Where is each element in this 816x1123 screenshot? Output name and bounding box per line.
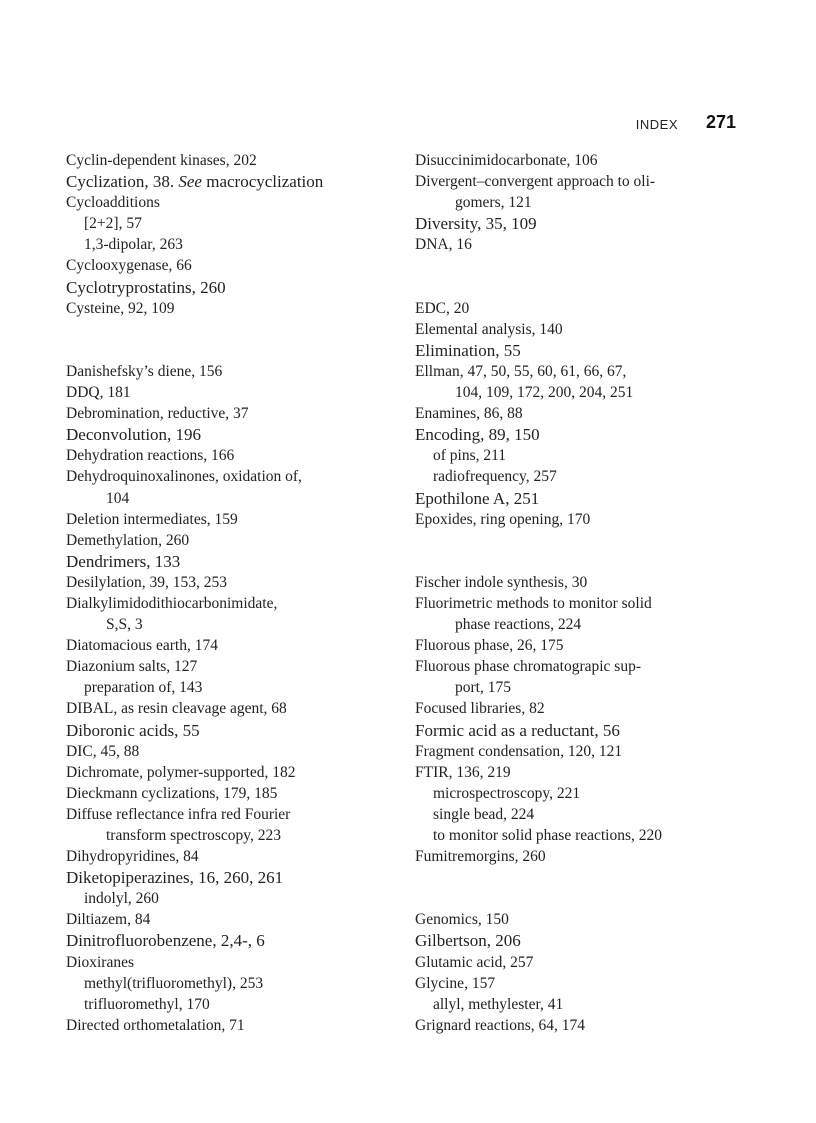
index-entry-continuation: 104, 109, 172, 200, 204, 251 xyxy=(455,384,634,402)
index-entry: Danishefsky’s diene, 156 xyxy=(66,362,223,380)
index-spacer xyxy=(415,277,755,298)
index-entry-continuation: phase reactions, 224 xyxy=(455,616,582,634)
index-entry: Fischer indole synthesis, 30 xyxy=(415,573,588,591)
index-entry: DIC, 45, 88 xyxy=(66,742,140,760)
index-entry: Dinitrofluorobenzene, 2,4-, 6 xyxy=(66,931,265,951)
index-entry: Cyclotryprostatins, 260 xyxy=(66,277,226,297)
index-subentry: of pins, 211 xyxy=(433,447,507,465)
index-entry: Diketopiperazines, 16, 260, 261 xyxy=(66,868,284,888)
index-entry: Enamines, 86, 88 xyxy=(415,405,523,423)
index-entry-continuation: 104 xyxy=(106,489,130,507)
index-entry: Diazonium salts, 127 xyxy=(66,658,198,676)
index-entry: Dieckmann cyclizations, 179, 185 xyxy=(66,784,278,802)
index-entry: Deletion intermediates, 159 xyxy=(66,510,238,528)
index-entry: Dendrimers, 133 xyxy=(66,551,181,571)
index-entry-continuation: gomers, 121 xyxy=(455,194,532,212)
index-entry: Diatomacious earth, 174 xyxy=(66,637,218,655)
index-entry-continuation: S,S, 3 xyxy=(106,616,143,634)
index-entry: Genomics, 150 xyxy=(415,911,509,929)
index-entry: Formic acid as a reductant, 56 xyxy=(415,720,620,740)
index-entry: Debromination, reductive, 37 xyxy=(66,405,249,423)
index-entry: DNA, 16 xyxy=(415,236,472,254)
index-entry: Dichromate, polymer-supported, 182 xyxy=(66,763,296,781)
index-spacer xyxy=(415,530,755,551)
index-entry: FTIR, 136, 219 xyxy=(415,763,511,781)
index-entry: Diboronic acids, 55 xyxy=(66,720,200,740)
index-entry: Diffuse reflectance infra red Fourier xyxy=(66,805,291,823)
index-entry: DDQ, 181 xyxy=(66,384,131,402)
index-entry: Glutamic acid, 257 xyxy=(415,953,534,971)
index-entry: Cycloadditions xyxy=(66,194,160,212)
page-number: 271 xyxy=(705,112,736,132)
index-subentry: 1,3-dipolar, 263 xyxy=(84,236,183,254)
index-entry: Divergent–convergent approach to oli- xyxy=(415,173,656,191)
index-entry: Epothilone A, 251 xyxy=(415,488,540,508)
index-spacer xyxy=(415,551,755,572)
index-subentry: trifluoromethyl, 170 xyxy=(84,995,210,1013)
index-entry: Fragment condensation, 120, 121 xyxy=(415,742,623,760)
index-entry: Diltiazem, 84 xyxy=(66,911,151,929)
index-entry: Elemental analysis, 140 xyxy=(415,320,563,338)
entry-text: Cyclization, 38. xyxy=(66,172,179,192)
index-entry: EDC, 20 xyxy=(415,299,470,317)
index-entry: Demethylation, 260 xyxy=(66,531,190,549)
index-subentry: to monitor solid phase reactions, 220 xyxy=(433,827,663,844)
index-entry: Cyclooxygenase, 66 xyxy=(66,257,192,275)
running-header xyxy=(0,112,736,136)
index-subentry: allyl, methylester, 41 xyxy=(433,995,564,1013)
index-subentry: radiofrequency, 257 xyxy=(433,468,557,486)
index-column-right xyxy=(415,150,755,1036)
index-entry: Cysteine, 92, 109 xyxy=(66,299,175,317)
index-entry: Fluorous phase chromatograpic sup- xyxy=(415,658,641,676)
index-entry: Fumitremorgins, 260 xyxy=(415,848,546,866)
index-subentry: preparation of, 143 xyxy=(84,679,203,697)
index-entry: Ellman, 47, 50, 55, 60, 61, 66, 67, xyxy=(415,362,627,380)
index-entry: Elimination, 55 xyxy=(415,340,521,360)
index-entry: Cyclin-dependent kinases, 202 xyxy=(66,152,257,169)
index-subentry: microspectroscopy, 221 xyxy=(433,784,581,802)
index-entry: Dehydroquinoxalinones, oxidation of, xyxy=(66,468,302,486)
index-entry: Dehydration reactions, 166 xyxy=(66,447,235,465)
index-entry: Epoxides, ring opening, 170 xyxy=(415,510,591,528)
index-spacer xyxy=(66,319,396,340)
index-entry: Dialkylimidodithiocarbonimidate, xyxy=(66,594,278,612)
index-entry-continuation: port, 175 xyxy=(455,679,511,697)
index-spacer xyxy=(415,867,755,888)
index-entry: Deconvolution, 196 xyxy=(66,425,202,445)
index-entry: Disuccinimidocarbonate, 106 xyxy=(415,152,598,169)
index-entry: Focused libraries, 82 xyxy=(415,700,545,718)
index-entry: Fluorous phase, 26, 175 xyxy=(415,637,564,655)
index-entry: Encoding, 89, 150 xyxy=(415,425,540,445)
index-spacer xyxy=(415,888,755,909)
index-entry: Glycine, 157 xyxy=(415,974,496,992)
header-label: INDEX xyxy=(635,117,678,132)
index-subentry: methyl(trifluoromethyl), 253 xyxy=(84,974,264,992)
see-target: macrocyclization xyxy=(201,172,324,192)
index-entry: Grignard reactions, 64, 174 xyxy=(415,1016,586,1034)
index-column-left xyxy=(66,150,396,1036)
index-entry: Fluorimetric methods to monitor solid xyxy=(415,594,652,612)
index-entry: Gilbertson, 206 xyxy=(415,931,521,951)
index-entry-continuation: transform spectroscopy, 223 xyxy=(106,827,282,844)
index-subentry: single bead, 224 xyxy=(433,805,535,823)
index-subentry: indolyl, 260 xyxy=(84,890,159,908)
see-reference: See xyxy=(178,172,202,192)
index-entry: Dioxiranes xyxy=(66,953,135,971)
index-entry: Dihydropyridines, 84 xyxy=(66,848,199,866)
index-spacer xyxy=(66,340,396,361)
index-spacer xyxy=(415,255,755,276)
index-entry: Diversity, 35, 109 xyxy=(415,214,537,234)
index-subentry: [2+2], 57 xyxy=(84,215,142,233)
index-entry xyxy=(66,171,396,192)
index-entry: DIBAL, as resin cleavage agent, 68 xyxy=(66,700,287,718)
index-entry: Desilylation, 39, 153, 253 xyxy=(66,573,228,591)
index-entry: Directed orthometalation, 71 xyxy=(66,1016,245,1034)
